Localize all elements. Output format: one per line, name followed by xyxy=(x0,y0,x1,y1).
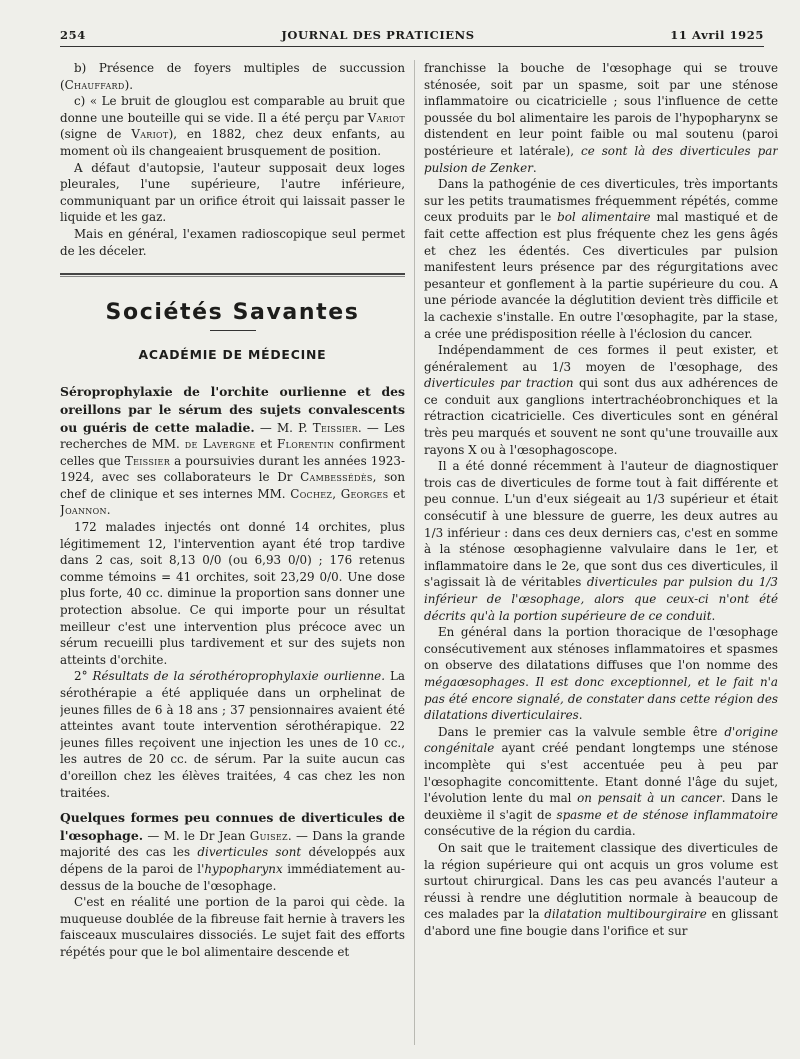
page-header xyxy=(60,28,764,47)
column-divider xyxy=(414,60,415,1045)
paragraph: Il a été donné récemment à l'auteur de diagnostiquer trois cas de diverticules de forme tout à fait différente et peu connue. L'un d'eux siégeait au 1/3 supérieur et était consécutif à une blessure de guerre, les deux autres au 1/3 inférieur : dans ces deux derniers cas, c'est en somme à la sténose œsophagienne valvulaire dans le 1er, et inflammatoire dans le 2e, que sont dus ces diverticules, il s'agissait là de véritables diverticules par pulsion du 1/3 inférieur de l'œsophage, alors que ceux-ci n'ont été décrits qu'à la portion supérieure de ce conduit. xyxy=(424,459,778,623)
left-column xyxy=(60,60,405,1050)
section-title: Sociétés Savantes xyxy=(105,300,360,326)
right-column xyxy=(424,60,778,1050)
paragraph: Indépendamment de ces formes il peut exister, et généralement au 1/3 moyen de l'œsophage, des diverticules par traction qui sont dus aux adhérences de ce conduit aux ganglions intertrachéobronchiques et la rétraction cicatricielle. Ces diverticules sont en général très peu marqués et souvent ne sont qu'une trouvaille aux rayons X ou à l'œsophagoscope. xyxy=(424,343,778,457)
paragraph: 2° Résultats de la sérothéroprophylaxie ourlienne. La sérothérapie a été appliquée dans un orphelinat de jeunes filles de 6 à 18 ans ; 37 pensionnaires avaient été atteintes avant toute intervention sérothérapique. 22 jeunes filles reçoivent une injection les unes de 10 cc., les autres de 20 cc. de sérum. Par la suite aucun cas d'oreillon chez les élèves traitées, 4 cas chez les non traitées. xyxy=(60,669,405,800)
article-intro: Séroprophylaxie de l'orchite ourlienne et des oreillons par le sérum des sujets convalescents ou guéris de cette maladie. — M. P. Teissier. — Les recherches de MM. de Lavergne et Florentin confirment celles que Teissier a poursuivies durant les années 1923-1924, avec ses collaborateurs le Dr Cambessédès, son chef de clinique et ses internes MM. Cochez, Georges et Joannon. xyxy=(60,384,405,518)
paragraph: On sait que le traitement classique des diverticules de la région supérieure qui ont acquis un gros volume est surtout chirurgical. Dans les cas peu avancés l'auteur a réussi à rendre une déglutition normale à beaucoup de ces malades par la dilatation multibourgiraire en glissant d'abord une fine bougie dans l'orifice et sur xyxy=(424,840,778,938)
title-rule xyxy=(210,330,256,331)
paragraph: Mais en général, l'examen radioscopique seul permet de les déceler. xyxy=(60,226,405,258)
subsection-title: ACADÉMIE DE MÉDECINE xyxy=(138,346,327,362)
journal-title: JOURNAL DES PRATICIENS xyxy=(281,28,475,42)
paragraph: A défaut d'autopsie, l'auteur supposait deux loges pleurales, l'une supérieure, l'autre inférieure, communiquant par un orifice étroit qui laissait passer le liquide et les gaz. xyxy=(60,160,405,225)
paragraph: Dans le premier cas la valvule semble être d'origine congénitale ayant créé pendant longtemps une sténose incomplète qui s'est accentuée peu à peu par l'œsophagite concomittente. Etant donné l'âge du sujet, l'évolution lente du mal on pensait à un cancer. Dans le deuxième il s'agit de spasme et de sténose inflammatoire consécutive de la région du cardia. xyxy=(424,724,778,839)
article-intro: Quelques formes peu connues de diverticules de l'œsophage. — M. le Dr Jean Guisez. — Dans la grande majorité des cas les diverticules sont développés aux dépens de la paroi de l'hypopharynx immédiatement au-dessus de la bouche de l'œsophage. xyxy=(60,810,405,893)
paragraph: 172 malades injectés ont donné 14 orchites, plus légitimement 12, l'intervention ayant été trop tardive dans 2 cas, soit 8,13 0/0 (ou 6,93 0/0) ; 176 retenus comme témoins = 41 orchites, soit 23,29 0/0. Une dose plus forte, 40 cc. diminue la proportion sans donner une protection absolue. Ce qui importe pour un résultat meilleur c'est une intervention plus précoce avec un sérum recueilli plus tardivement et sur des sujets non atteints d'orchite. xyxy=(60,520,405,667)
paragraph: C'est en réalité une portion de la paroi qui cède. la muqueuse doublée de la fibreuse fait hernie à travers les faisceaux musculaires dissociés. Le sujet fait des efforts répétés pour que le bol alimentaire descende et xyxy=(60,895,405,959)
page-number: 254 xyxy=(60,28,86,42)
section-separator xyxy=(60,273,405,277)
paragraph: Dans la pathogénie de ces diverticules, très importants sur les petits traumatismes fréquemment répétés, comme ceux produits par le bol alimentaire mal mastiqué et de fait cette affection est plus fréquente chez les gens âgés et chez les édentés. Ces diverticules par pulsion manifestent leurs présence par des régurgitations avec pesanteur et gonflement à la partie supérieure du cou. A une période avancée la déglutition devient très difficile et la cachexie s'installe. En outre l'œsophagite, par la stase, a crée une prédisposition réelle à l'éclosion du cancer. xyxy=(424,177,778,341)
article-title: Séroprophylaxie de l'orchite ourlienne et des oreillons par le sérum des sujets convalescents ou guéris de cette maladie. xyxy=(60,384,405,435)
issue-date: 11 Avril 1925 xyxy=(670,28,764,42)
paragraph: c) « Le bruit de glouglou est comparable au bruit que donne une bouteille qui se vide. Il a été perçu par Variot (signe de Variot), en 1882, chez deux enfants, au moment où ils changeaient brusquement de position. xyxy=(60,94,405,158)
article-title: Quelques formes peu connues de diverticules de l'œsophage. xyxy=(60,810,405,843)
paragraph: En général dans la portion thoracique de l'œsophage consécutivement aux sténoses inflammatoires et spasmes on observe des dilatations diffuses que l'on nomme des mégaœsophages. Il est donc exceptionnel, et le fait n'a pas été encore signalé, de constater dans cette région des dilatations diverticulaires. xyxy=(424,625,778,723)
paragraph: franchisse la bouche de l'œsophage qui se trouve sténosée, soit par un spasme, soit par une sténose inflammatoire ou cicatricielle ; sous l'influence de cette poussée du bol alimentaire les parois de l'hypopharynx se distendent en leur point faible ou mal soutenu (paroi postérieure et latérale), ce sont là des diverticules par pulsion de Zenker. xyxy=(424,61,778,175)
paragraph: b) Présence de foyers multiples de succussion (Chauffard). xyxy=(60,61,405,92)
